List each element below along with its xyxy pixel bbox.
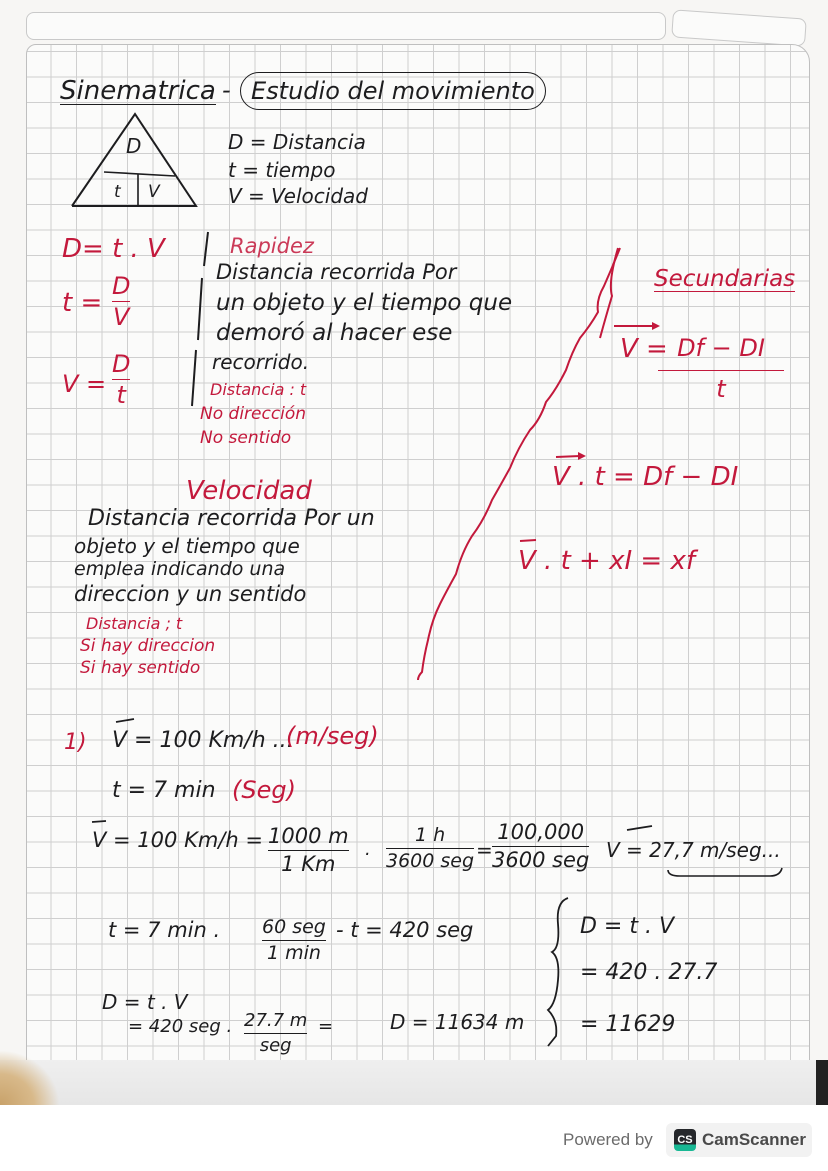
numerator: 1 h	[414, 824, 446, 846]
powered-by-label: Powered by	[563, 1130, 653, 1149]
formula-velocity-fraction	[112, 352, 130, 407]
secundarias-eq2: V . t = Df − DI	[552, 462, 739, 492]
distance-substitution-fraction	[244, 1012, 307, 1055]
brace-line: = 420 . 27.7	[580, 960, 718, 985]
given-velocity: V = 100 Km/h ...	[112, 728, 294, 753]
header-field-box	[26, 12, 666, 40]
title-subtitle: Estudio del movimiento	[240, 72, 546, 110]
rapidez-note: No sentido	[200, 428, 292, 448]
rapidez-note: Distancia : t	[210, 380, 307, 399]
multiply-dot: ·	[364, 844, 370, 865]
numerator: Df − DI	[677, 334, 765, 362]
denominator: 1 Km	[281, 852, 336, 876]
formula-distance: D= t . V	[62, 234, 165, 264]
velocidad-note: Si hay direccion	[80, 636, 216, 656]
rapidez-line: recorrido.	[212, 350, 310, 374]
legend-item-d: D = Distancia	[228, 130, 366, 154]
desk-corner	[0, 1050, 60, 1105]
camscanner-logo-icon: CS	[674, 1129, 696, 1151]
brace-line: = 11629	[580, 1012, 676, 1037]
formula-time-fraction	[112, 274, 130, 329]
denominator: V	[113, 303, 130, 331]
rapidez-note: No dirección	[200, 404, 307, 424]
triangle-label-v: V	[148, 182, 160, 202]
exercise-number: 1)	[64, 730, 87, 755]
secundarias-heading: Secundarias	[654, 266, 796, 292]
velocity-result: V = 27,7 m/seg...	[606, 838, 781, 862]
triangle-label-t: t	[114, 182, 121, 202]
velocidad-line: Distancia recorrida Por un	[88, 506, 375, 531]
brace-line: D = t . V	[580, 914, 675, 939]
velocidad-heading: Velocidad	[186, 476, 312, 506]
distance-substitution: = 420 seg .	[128, 1016, 233, 1037]
velocidad-line: emplea indicando una	[74, 558, 286, 580]
legend-meaning: tiempo	[265, 158, 336, 182]
secundarias-eq1-fraction	[658, 336, 784, 401]
legend-symbol: D	[228, 130, 244, 154]
conversion-intermediate	[492, 822, 589, 871]
legend-symbol: t	[228, 158, 236, 182]
equals-sign: =	[476, 838, 493, 862]
denominator: seg	[259, 1035, 292, 1056]
numerator: D	[112, 272, 131, 300]
rapidez-heading: Rapidez	[230, 234, 314, 258]
velocidad-note: Distancia ; t	[86, 614, 183, 633]
numerator: D	[112, 350, 131, 378]
time-conversion-lhs: t = 7 min .	[108, 918, 221, 942]
denominator: t	[116, 381, 126, 409]
secundarias-eq3: V . t + xI = xf	[518, 546, 695, 576]
conversion-factor-km-m	[268, 826, 349, 875]
denominator: t	[716, 375, 726, 403]
legend-item-v: V = Velocidad	[228, 184, 368, 208]
formula-velocity-lhs: V =	[62, 370, 107, 398]
legend-meaning: Velocidad	[271, 184, 368, 208]
equals-sign: =	[318, 1016, 334, 1037]
rapidez-line: Distancia recorrida Por	[216, 260, 457, 284]
given-time-target-unit: (Seg)	[232, 776, 296, 804]
legend-symbol: V	[228, 184, 242, 208]
conversion-factor-h-seg	[386, 826, 474, 871]
page-title: Sinematrica	[60, 76, 216, 106]
velocidad-line: direccion y un sentido	[74, 582, 307, 606]
page-edge-dark	[816, 1060, 828, 1105]
title-separator: -	[222, 76, 231, 104]
denominator: 3600 seg	[386, 850, 475, 872]
distance-result: D = 11634 m	[390, 1010, 525, 1034]
conversion-factor-min-seg	[262, 918, 326, 963]
secundarias-eq1-lhs: V =	[620, 334, 668, 364]
formula-time-lhs: t =	[62, 288, 103, 318]
denominator: 1 min	[266, 942, 321, 964]
camscanner-badge[interactable]	[666, 1123, 812, 1157]
denominator: 3600 seg	[492, 848, 590, 872]
numerator: 1000 m	[268, 824, 349, 848]
date-field-box	[671, 9, 807, 46]
numerator: 27.7 m	[244, 1010, 308, 1031]
camscanner-brand-name: CamScanner	[702, 1130, 806, 1149]
velocidad-line: objeto y el tiempo que	[74, 534, 300, 558]
legend-meaning: Distancia	[272, 130, 366, 154]
numerator: 100,000	[497, 820, 585, 844]
rapidez-line: un objeto y el tiempo que	[216, 290, 513, 316]
velocity-conversion-lhs: V = 100 Km/h =	[92, 828, 263, 852]
given-time: t = 7 min	[112, 778, 216, 803]
rapidez-line: demoró al hacer ese	[216, 320, 453, 346]
time-result: - t = 420 seg	[336, 918, 474, 942]
page-edge-shadow	[0, 1060, 828, 1105]
triangle-label-d: D	[126, 134, 142, 158]
given-velocity-target-unit: (m/seg)	[286, 722, 379, 750]
numerator: 60 seg	[262, 916, 326, 938]
velocidad-note: Si hay sentido	[80, 658, 201, 678]
distance-formula: D = t . V	[102, 990, 188, 1014]
legend-item-t: t = tiempo	[228, 158, 336, 182]
